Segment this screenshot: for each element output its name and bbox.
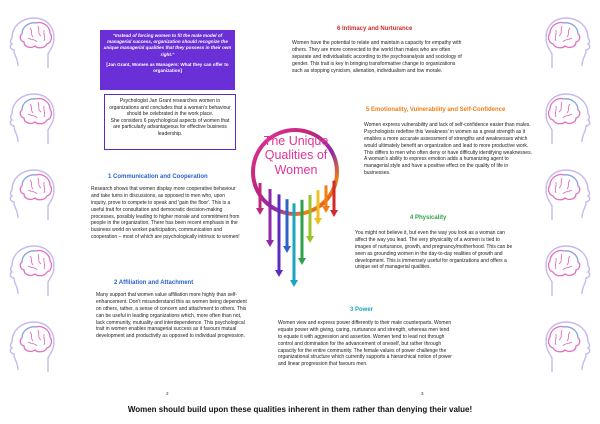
title-line-3: Women [274,162,318,177]
head-brain-icon [0,240,62,302]
head-brain-icon [0,12,62,74]
quote-text: "Instead of forcing women to fit the male model of managerial success, organization should recognize the unique managerial qualities that they possess in their own right." [103,33,232,57]
title-block [253,130,339,216]
section-4-heading: 4 Physicality [410,215,447,221]
footer-message: Women should build upon these qualities inherent in them rather than denying their value! [127,405,473,414]
left-head-column [0,0,62,424]
intro-line-2: She considers 6 psychological aspects of women that are particularly advantageous for effective business leadership. [110,117,230,137]
section-1-body: Research shows that women display more cooperative behaviour and take turns in discussions, as opposed to men who, upon inquiry, prove to compete to speak and 'gain the floor'. This is a useful trait for consultation and democratic decision-making processes, possibly leading to higher morale and commitment from people in the organization. There has been recent emphasis in the business world on worker participation, communication and cooperation – most of which are psychologically intrinsic to women! [91,186,240,241]
head-brain-icon [0,164,62,226]
arrow-head [275,270,283,277]
arrow-head [314,218,322,225]
title-line-1: The Unique [263,134,329,148]
head-brain-icon [538,164,600,226]
head-brain-icon [0,88,62,150]
arrow-head [290,280,298,287]
intro-box [104,94,236,150]
page-number-left: 2 [166,391,169,396]
section-3-body: Women view and express power differently to their male counterparts. Women equate power with giving, caring, nurturance and strength, whereas men tend to equate it with aggression and assertion. Women tend to lead not through control and domination for the advancement of oneself, but rather through capacity for the entire community. The female values of power challenge the organizational structure which currently supports a hierarchical notion of power and linear progression that favours men. [278,320,452,368]
head-brain-icon [538,316,600,378]
section-2-heading: 2 Affiliation and Attachment [114,280,194,286]
head-brain-icon [538,12,600,74]
head-brain-icon [538,240,600,302]
section-6-body: Women have the potential to relate and maintain a capacity for empathy with others. They are more connected to the world than males who are often separate and individualistic according to the psychoanalysis and sociology of gender. This trait is key in bringing transformative change to organizations such as stopping cynicism, alienation, individualism and low morale. [292,40,462,74]
quote-source: [Jan Grant, Women as Managers: What they can offer to organization] [106,61,229,73]
section-6-heading: 6 Intimacy and Nurturance [337,26,413,32]
section-4-body: You might not believe it, but even the way you look as a woman can affect the way you lead. The very physicality of a women is tied to images of nurturance, growth, and pregnancy/motherhood. This can be seen as grounding women in the day-to-day realities of growth and development. This is immensely useful for organizations and offers a unique set of managerial qualities. [355,230,513,271]
head-brain-icon [0,316,62,378]
arrow-head [298,258,306,265]
quote-box [100,30,235,90]
arrow-head [283,246,291,253]
arrow-head [266,240,274,247]
right-head-column [538,0,600,424]
section-1-heading: 1 Communication and Cooperation [108,174,208,180]
head-brain-icon [538,88,600,150]
title-line-2: Qualities of [264,148,328,163]
intro-line-1: Psychologist Jan Grant researches women in organizations and concludes that a woman's behaviour should be celebrated in the work place. [109,98,231,117]
arrow-head [306,236,314,243]
section-5-heading: 5 Emotionality, Vulnerability and Self-Confidence [366,107,506,113]
page-number-right: 3 [421,391,424,396]
section-2-body: Many support that women value affiliation more highly than self-enhancement. Don't misunderstand this as women being dependent on others, rather, a sense of concern and attachment to others. This can be useful in leading organizations which, more often than not, lack community, mutuality and interdependence. This psychological trait in women enables managerial success as it favours mutual development and productivity as opposed to individual progression. [96,292,247,340]
section-3-heading: 3 Power [350,307,374,313]
section-5-body: Women express vulnerability and lack of self-confidence easier than males. Psychologists redefine this 'weakness' in women as a great strength as it enables a more accurate assessment of strengths and weaknesses which would ultimately benefit an organization and lead to more productive work. This differs to men who often deny or have difficulty identifying weaknesses. A woman's ability to express emotion adds a humanizing agent to managerial style and have a positive effect on the quality of life in businesses. [364,122,532,177]
